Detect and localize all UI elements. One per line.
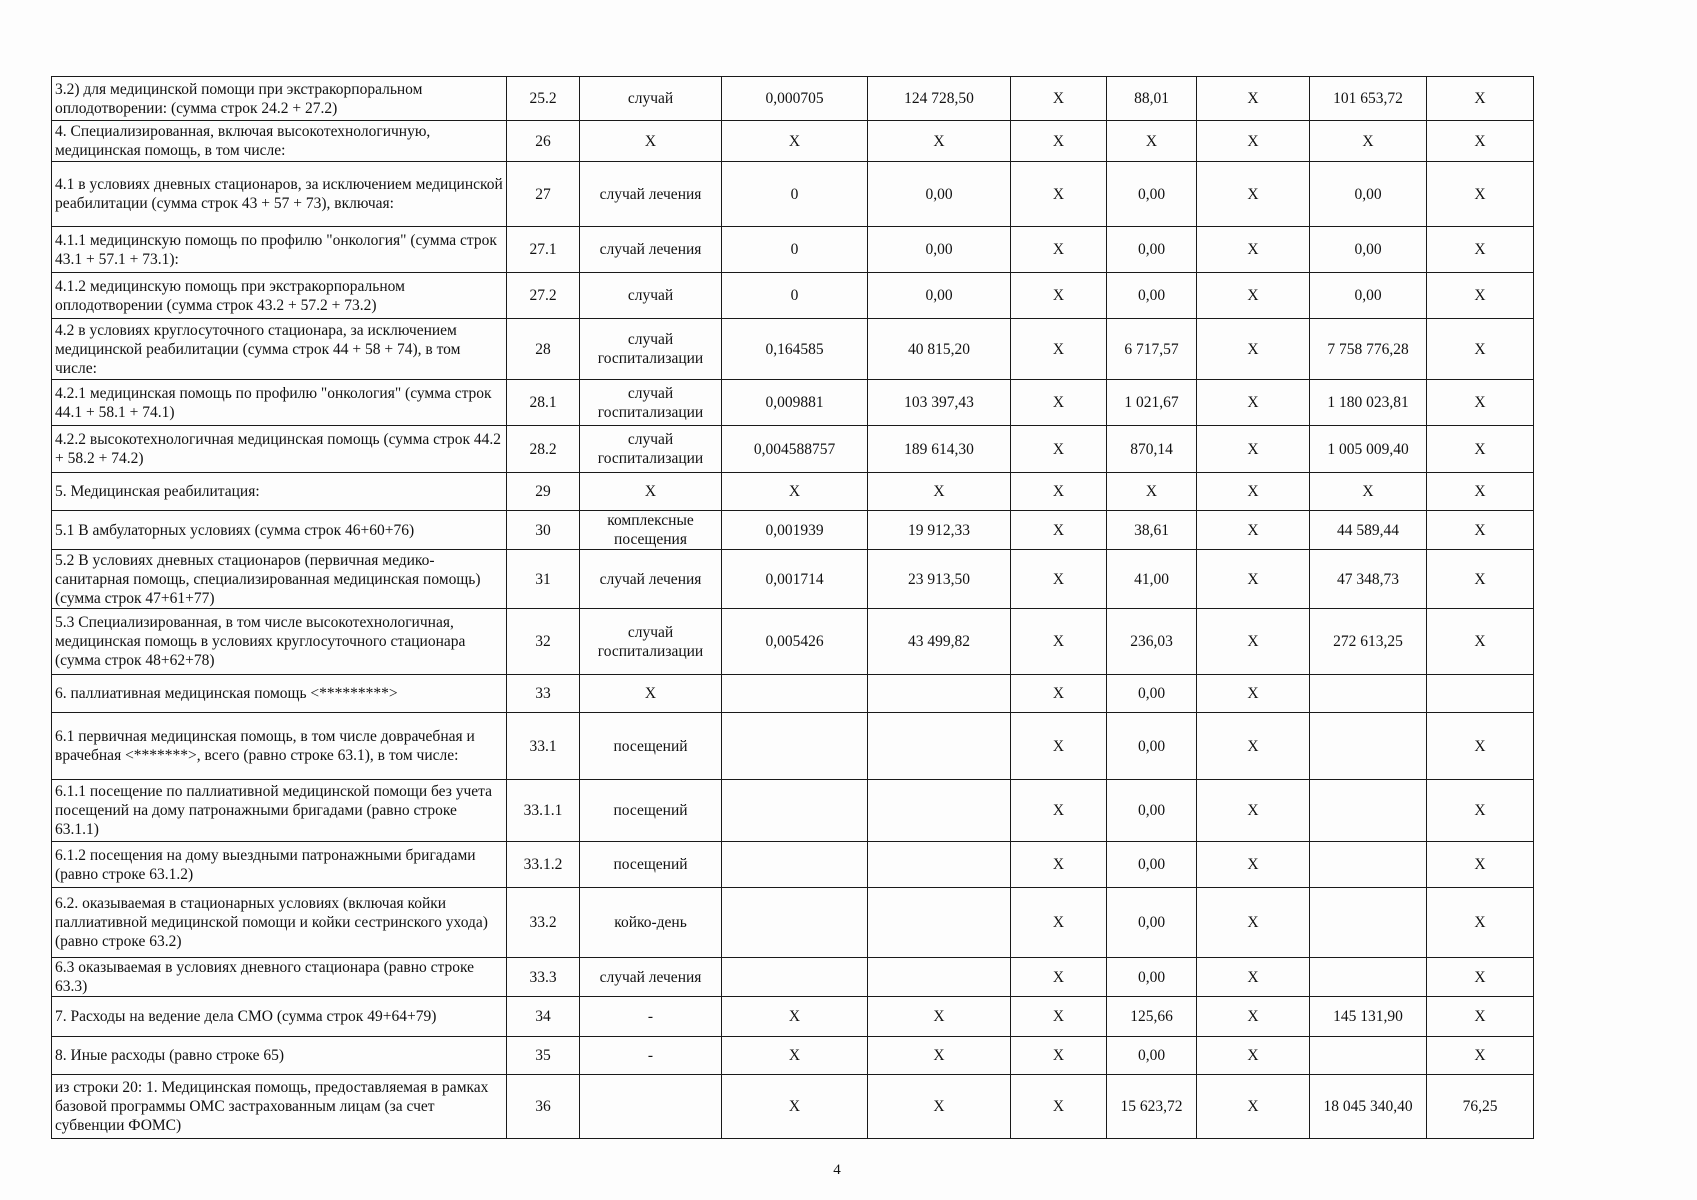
row-unit: посещений xyxy=(580,713,722,780)
col10-cell xyxy=(1427,675,1534,713)
col9-cell xyxy=(1310,888,1427,958)
row-norm: 0,000705 xyxy=(722,77,868,121)
row-name: 4.2.1 медицинская помощь по профилю "онкология" (сумма строк 44.1 + 58.1 + 74.1) xyxy=(52,380,507,426)
row-unit: случай лечения xyxy=(580,162,722,227)
row-cost: 40 815,20 xyxy=(868,319,1011,380)
row-norm: 0 xyxy=(722,162,868,227)
row-norm: Х xyxy=(722,473,868,511)
col7-cell: 0,00 xyxy=(1107,780,1197,842)
col10-cell: 76,25 xyxy=(1427,1075,1534,1139)
col9-cell: 1 180 023,81 xyxy=(1310,380,1427,426)
row-norm xyxy=(722,780,868,842)
table-row xyxy=(52,997,1534,1037)
col7-cell: 88,01 xyxy=(1107,77,1197,121)
row-norm: 0 xyxy=(722,273,868,319)
col9-cell: 145 131,90 xyxy=(1310,997,1427,1037)
row-cost: Х xyxy=(868,1037,1011,1075)
row-code: 33.1 xyxy=(507,713,580,780)
col6-cell: Х xyxy=(1011,958,1107,997)
row-norm: 0,009881 xyxy=(722,380,868,426)
row-name: 3.2) для медицинской помощи при экстракорпоральном оплодотворении: (сумма строк 24.2 + 27.2) xyxy=(52,77,507,121)
col10-cell: Х xyxy=(1427,511,1534,550)
col8-cell: Х xyxy=(1197,426,1310,473)
table-row xyxy=(52,675,1534,713)
table-body xyxy=(52,77,1534,1139)
col6-cell: Х xyxy=(1011,380,1107,426)
col7-cell: 1 021,67 xyxy=(1107,380,1197,426)
row-cost: 0,00 xyxy=(868,273,1011,319)
col8-cell: Х xyxy=(1197,997,1310,1037)
col6-cell: Х xyxy=(1011,888,1107,958)
col7-cell: 125,66 xyxy=(1107,997,1197,1037)
col7-cell: 15 623,72 xyxy=(1107,1075,1197,1139)
col8-cell: Х xyxy=(1197,609,1310,675)
row-name: 4.1 в условиях дневных стационаров, за исключением медицинской реабилитации (сумма строк 43 + 57 + 73), включая: xyxy=(52,162,507,227)
col6-cell: Х xyxy=(1011,162,1107,227)
col10-cell: Х xyxy=(1427,609,1534,675)
row-unit: случай лечения xyxy=(580,958,722,997)
row-code: 27.1 xyxy=(507,227,580,273)
row-norm xyxy=(722,888,868,958)
row-unit: - xyxy=(580,1037,722,1075)
col6-cell: Х xyxy=(1011,713,1107,780)
row-name: 5.3 Специализированная, в том числе высокотехнологичная, медицинская помощь в условиях круглосуточного стационара (сумма строк 48+62+78) xyxy=(52,609,507,675)
row-cost: 43 499,82 xyxy=(868,609,1011,675)
row-code: 33.2 xyxy=(507,888,580,958)
row-norm xyxy=(722,713,868,780)
row-unit: случай госпитализации xyxy=(580,426,722,473)
row-unit: койко-день xyxy=(580,888,722,958)
table-row xyxy=(52,713,1534,780)
col9-cell xyxy=(1310,958,1427,997)
col10-cell: Х xyxy=(1427,842,1534,888)
row-name: 4. Специализированная, включая высокотехнологичную, медицинская помощь, в том числе: xyxy=(52,121,507,162)
col10-cell: Х xyxy=(1427,713,1534,780)
row-code: 33.3 xyxy=(507,958,580,997)
row-name: 5.1 В амбулаторных условиях (сумма строк 46+60+76) xyxy=(52,511,507,550)
col8-cell: Х xyxy=(1197,958,1310,997)
col7-cell: 870,14 xyxy=(1107,426,1197,473)
col6-cell: Х xyxy=(1011,227,1107,273)
row-name: 6.3 оказываемая в условиях дневного стационара (равно строке 63.3) xyxy=(52,958,507,997)
row-unit: Х xyxy=(580,121,722,162)
row-cost: 0,00 xyxy=(868,162,1011,227)
table-row xyxy=(52,273,1534,319)
row-name: 7. Расходы на ведение дела СМО (сумма строк 49+64+79) xyxy=(52,997,507,1037)
col9-cell xyxy=(1310,780,1427,842)
col9-cell: 272 613,25 xyxy=(1310,609,1427,675)
col7-cell: 0,00 xyxy=(1107,1037,1197,1075)
row-norm: Х xyxy=(722,997,868,1037)
col9-cell: 0,00 xyxy=(1310,227,1427,273)
row-code: 27.2 xyxy=(507,273,580,319)
table-row xyxy=(52,609,1534,675)
row-norm xyxy=(722,675,868,713)
row-cost: Х xyxy=(868,997,1011,1037)
row-name: 6.2. оказываемая в стационарных условиях (включая койки паллиативной медицинской помощи и койки сестринского ухода) (равно строке 63.2) xyxy=(52,888,507,958)
col9-cell xyxy=(1310,1037,1427,1075)
col7-cell: 6 717,57 xyxy=(1107,319,1197,380)
col6-cell: Х xyxy=(1011,609,1107,675)
col7-cell: 0,00 xyxy=(1107,958,1197,997)
col9-cell: 18 045 340,40 xyxy=(1310,1075,1427,1139)
table-row xyxy=(52,888,1534,958)
col6-cell: Х xyxy=(1011,426,1107,473)
col9-cell: 44 589,44 xyxy=(1310,511,1427,550)
col6-cell: Х xyxy=(1011,780,1107,842)
table-row xyxy=(52,550,1534,609)
row-unit: посещений xyxy=(580,780,722,842)
row-code: 27 xyxy=(507,162,580,227)
table-row xyxy=(52,1075,1534,1139)
row-name: 6. паллиативная медицинская помощь <*********> xyxy=(52,675,507,713)
row-unit xyxy=(580,1075,722,1139)
col8-cell: Х xyxy=(1197,319,1310,380)
col6-cell: Х xyxy=(1011,550,1107,609)
col9-cell: 0,00 xyxy=(1310,162,1427,227)
row-cost: 19 912,33 xyxy=(868,511,1011,550)
row-norm xyxy=(722,958,868,997)
row-unit: случай xyxy=(580,273,722,319)
row-norm: 0,001939 xyxy=(722,511,868,550)
table-row xyxy=(52,1037,1534,1075)
row-unit: случай лечения xyxy=(580,550,722,609)
col7-cell: 0,00 xyxy=(1107,842,1197,888)
row-unit: посещений xyxy=(580,842,722,888)
col7-cell: Х xyxy=(1107,473,1197,511)
row-unit: Х xyxy=(580,675,722,713)
row-code: 26 xyxy=(507,121,580,162)
row-name: 6.1 первичная медицинская помощь, в том числе доврачебная и врачебная <*******>, всего (равно строке 63.1), в том числе: xyxy=(52,713,507,780)
col7-cell: 41,00 xyxy=(1107,550,1197,609)
col10-cell: Х xyxy=(1427,319,1534,380)
row-cost xyxy=(868,713,1011,780)
row-cost: 23 913,50 xyxy=(868,550,1011,609)
row-code: 33.1.2 xyxy=(507,842,580,888)
table-row xyxy=(52,380,1534,426)
col7-cell: 0,00 xyxy=(1107,675,1197,713)
col8-cell: Х xyxy=(1197,888,1310,958)
row-norm: 0,001714 xyxy=(722,550,868,609)
col6-cell: Х xyxy=(1011,842,1107,888)
col9-cell xyxy=(1310,713,1427,780)
row-code: 36 xyxy=(507,1075,580,1139)
row-code: 29 xyxy=(507,473,580,511)
row-cost: 103 397,43 xyxy=(868,380,1011,426)
col7-cell: 0,00 xyxy=(1107,227,1197,273)
col10-cell: Х xyxy=(1427,1037,1534,1075)
col10-cell: Х xyxy=(1427,473,1534,511)
col10-cell: Х xyxy=(1427,997,1534,1037)
row-norm: 0 xyxy=(722,227,868,273)
row-code: 30 xyxy=(507,511,580,550)
row-code: 33.1.1 xyxy=(507,780,580,842)
row-norm: 0,164585 xyxy=(722,319,868,380)
table-row xyxy=(52,162,1534,227)
col10-cell: Х xyxy=(1427,380,1534,426)
row-norm: 0,004588757 xyxy=(722,426,868,473)
col7-cell: Х xyxy=(1107,121,1197,162)
col6-cell: Х xyxy=(1011,997,1107,1037)
row-unit: Х xyxy=(580,473,722,511)
row-cost xyxy=(868,780,1011,842)
col8-cell: Х xyxy=(1197,380,1310,426)
table-row xyxy=(52,77,1534,121)
table-row xyxy=(52,426,1534,473)
row-name: 5. Медицинская реабилитация: xyxy=(52,473,507,511)
col9-cell xyxy=(1310,842,1427,888)
data-table xyxy=(51,76,1534,1139)
row-code: 35 xyxy=(507,1037,580,1075)
col8-cell: Х xyxy=(1197,550,1310,609)
col10-cell: Х xyxy=(1427,958,1534,997)
row-code: 33 xyxy=(507,675,580,713)
row-cost: 124 728,50 xyxy=(868,77,1011,121)
row-code: 25.2 xyxy=(507,77,580,121)
row-code: 28.2 xyxy=(507,426,580,473)
row-name: 4.1.2 медицинскую помощь при экстракорпоральном оплодотворении (сумма строк 43.2 + 57.2 + 73.2) xyxy=(52,273,507,319)
table-row xyxy=(52,511,1534,550)
col9-cell: 47 348,73 xyxy=(1310,550,1427,609)
row-norm: Х xyxy=(722,1075,868,1139)
col7-cell: 0,00 xyxy=(1107,713,1197,780)
table-row xyxy=(52,121,1534,162)
row-norm: Х xyxy=(722,121,868,162)
row-name: 6.1.1 посещение по паллиативной медицинской помощи без учета посещений на дому патронажными бригадами (равно строке 63.1.1) xyxy=(52,780,507,842)
table-row xyxy=(52,319,1534,380)
col10-cell: Х xyxy=(1427,888,1534,958)
col10-cell: Х xyxy=(1427,550,1534,609)
col7-cell: 0,00 xyxy=(1107,273,1197,319)
table-row xyxy=(52,958,1534,997)
col8-cell: Х xyxy=(1197,675,1310,713)
col6-cell: Х xyxy=(1011,675,1107,713)
table-row xyxy=(52,473,1534,511)
col9-cell: 0,00 xyxy=(1310,273,1427,319)
col8-cell: Х xyxy=(1197,1037,1310,1075)
row-name: 4.2.2 высокотехнологичная медицинская помощь (сумма строк 44.2 + 58.2 + 74.2) xyxy=(52,426,507,473)
col10-cell: Х xyxy=(1427,162,1534,227)
col7-cell: 0,00 xyxy=(1107,162,1197,227)
col6-cell: Х xyxy=(1011,273,1107,319)
row-code: 31 xyxy=(507,550,580,609)
col10-cell: Х xyxy=(1427,426,1534,473)
col10-cell: Х xyxy=(1427,273,1534,319)
col9-cell: 101 653,72 xyxy=(1310,77,1427,121)
row-name: 4.1.1 медицинскую помощь по профилю "онкология" (сумма строк 43.1 + 57.1 + 73.1): xyxy=(52,227,507,273)
col6-cell: Х xyxy=(1011,1075,1107,1139)
row-name: 6.1.2 посещения на дому выездными патронажными бригадами (равно строке 63.1.2) xyxy=(52,842,507,888)
row-name: 4.2 в условиях круглосуточного стационара, за исключением медицинской реабилитации (сумма строк 44 + 58 + 74), в том числе: xyxy=(52,319,507,380)
col6-cell: Х xyxy=(1011,1037,1107,1075)
col9-cell xyxy=(1310,675,1427,713)
col7-cell: 0,00 xyxy=(1107,888,1197,958)
col10-cell: Х xyxy=(1427,780,1534,842)
row-name: из строки 20: 1. Медицинская помощь, предоставляемая в рамках базовой программы ОМС застрахованным лицам (за счет субвенции ФОМС) xyxy=(52,1075,507,1139)
row-cost xyxy=(868,958,1011,997)
row-cost: Х xyxy=(868,473,1011,511)
col6-cell: Х xyxy=(1011,121,1107,162)
row-unit: случай госпитализации xyxy=(580,319,722,380)
col8-cell: Х xyxy=(1197,227,1310,273)
col6-cell: Х xyxy=(1011,319,1107,380)
row-unit: случай лечения xyxy=(580,227,722,273)
row-cost xyxy=(868,888,1011,958)
table-row xyxy=(52,842,1534,888)
col6-cell: Х xyxy=(1011,511,1107,550)
row-norm xyxy=(722,842,868,888)
row-unit: случай госпитализации xyxy=(580,609,722,675)
page-number: 4 xyxy=(833,1162,841,1178)
row-name: 5.2 В условиях дневных стационаров (первичная медико-санитарная помощь, специализированная медицинская помощь) (сумма строк 47+61+77) xyxy=(52,550,507,609)
row-cost: 189 614,30 xyxy=(868,426,1011,473)
row-unit: - xyxy=(580,997,722,1037)
row-cost xyxy=(868,842,1011,888)
row-cost xyxy=(868,675,1011,713)
col8-cell: Х xyxy=(1197,713,1310,780)
row-unit: случай xyxy=(580,77,722,121)
col9-cell: Х xyxy=(1310,121,1427,162)
row-norm: 0,005426 xyxy=(722,609,868,675)
row-unit: случай госпитализации xyxy=(580,380,722,426)
col6-cell: Х xyxy=(1011,77,1107,121)
row-norm: Х xyxy=(722,1037,868,1075)
col8-cell: Х xyxy=(1197,121,1310,162)
col8-cell: Х xyxy=(1197,1075,1310,1139)
col9-cell: 7 758 776,28 xyxy=(1310,319,1427,380)
row-code: 34 xyxy=(507,997,580,1037)
col10-cell: Х xyxy=(1427,121,1534,162)
col8-cell: Х xyxy=(1197,162,1310,227)
row-cost: Х xyxy=(868,121,1011,162)
col8-cell: Х xyxy=(1197,473,1310,511)
row-name: 8. Иные расходы (равно строке 65) xyxy=(52,1037,507,1075)
col9-cell: 1 005 009,40 xyxy=(1310,426,1427,473)
row-code: 32 xyxy=(507,609,580,675)
col8-cell: Х xyxy=(1197,842,1310,888)
table-row xyxy=(52,227,1534,273)
col7-cell: 38,61 xyxy=(1107,511,1197,550)
col7-cell: 236,03 xyxy=(1107,609,1197,675)
col10-cell: Х xyxy=(1427,77,1534,121)
col6-cell: Х xyxy=(1011,473,1107,511)
row-code: 28 xyxy=(507,319,580,380)
col8-cell: Х xyxy=(1197,77,1310,121)
row-cost: Х xyxy=(868,1075,1011,1139)
col9-cell: Х xyxy=(1310,473,1427,511)
table-row xyxy=(52,780,1534,842)
row-code: 28.1 xyxy=(507,380,580,426)
row-cost: 0,00 xyxy=(868,227,1011,273)
col10-cell: Х xyxy=(1427,227,1534,273)
col8-cell: Х xyxy=(1197,511,1310,550)
col8-cell: Х xyxy=(1197,780,1310,842)
col8-cell: Х xyxy=(1197,273,1310,319)
row-unit: комплексные посещения xyxy=(580,511,722,550)
